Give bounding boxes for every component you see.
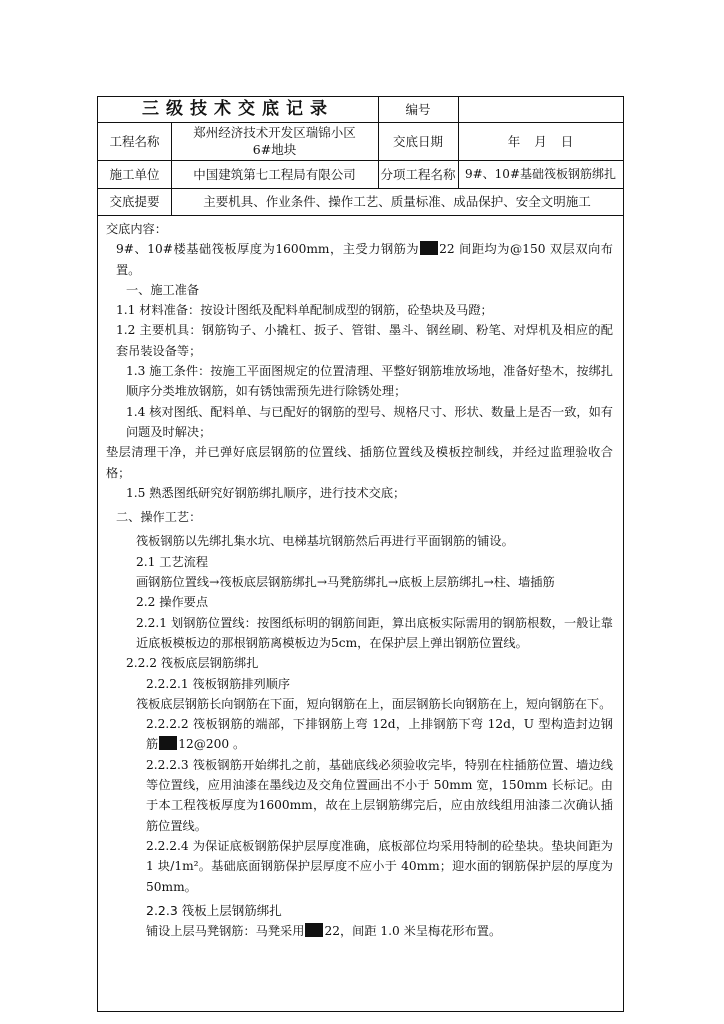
date-value: 年 月 日 <box>507 133 574 149</box>
item-2-2-2-2-spacing: 12@200 。 <box>178 737 246 752</box>
item-2-2: 2.2 操作要点 <box>136 595 209 610</box>
contractor-value: 中国建筑第七工程局有限公司 <box>193 166 356 182</box>
intro-paragraph <box>106 239 613 280</box>
sub-project-label: 分项工程名称 <box>380 166 456 182</box>
item-2-2-2-4: 2.2.2.4 为保证底板钢筋保护层厚度准确，底板部位均采用特制的砼垫块。垫块间距为 1 块/1m²。基础底面钢筋保护层厚度不应小于 40mm；迎水面的钢筋保护层的厚度为 50mm。 <box>146 838 617 894</box>
intro-text-a: 9#、10#楼基础筏板厚度为1600mm，主受力钢筋为 <box>116 242 420 257</box>
summary-row <box>98 188 623 216</box>
item-1-1: 1.1 材料准备：按设计图纸及配料单配制成型的钢筋，砼垫块及马蹬； <box>116 303 493 318</box>
item-2-1: 2.1 工艺流程 <box>136 554 209 569</box>
project-name-label: 工程名称 <box>109 133 160 149</box>
project-name-line2: 6#地块 <box>252 142 297 157</box>
item-2-2-3-text-a: 铺设上层马凳钢筋：马凳采用 <box>146 924 305 939</box>
number-label: 编号 <box>405 102 431 117</box>
item-1-4: 1.4 核对图纸、配料单、与已配好的钢筋的型号、规格尺寸、形状、数量上是否一致，如有问题及时解决； <box>126 404 613 439</box>
number-value <box>458 97 623 122</box>
content-heading: 交底内容： <box>106 222 167 236</box>
summary-value: 主要机具、作业条件、操作工艺、质量标准、成品保护、安全文明施工 <box>203 194 591 209</box>
title-row <box>98 97 623 123</box>
contractor-label: 施工单位 <box>109 166 160 182</box>
section-2-intro: 筏板钢筋以先绑扎集水坑、电梯基坑钢筋然后再进行平面钢筋的铺设。 <box>136 534 514 549</box>
redacted-rebar-symbol <box>420 241 438 255</box>
item-2-2-3: 2.2.3 筏板上层钢筋绑扎 <box>146 902 282 918</box>
item-1-4-continued: 垫层清理干净，并已弹好底层钢筋的位置线、插筋位置线及模板控制线，并经过监理验收合格； <box>106 445 613 480</box>
date-label: 交底日期 <box>392 133 443 149</box>
item-1-2: 1.2 主要机具：钢筋钩子、小撬杠、扳子、管钳、墨斗、钢丝刷、粉笔、对焊机及相应的配套吊装设备等； <box>116 323 613 358</box>
disclosure-form <box>97 96 624 1012</box>
contractor-row <box>98 160 623 189</box>
disclosure-content <box>98 215 623 1011</box>
sub-project-value: 9#、10#基础筏板钢筋绑扎 <box>464 166 616 181</box>
redacted-rebar-symbol <box>159 736 177 750</box>
item-2-2-2-3: 2.2.2.3 筏板钢筋开始绑扎之前，基础底线必须验收完毕，特别在柱插筋位置、墙边线等位置线，应用油漆在墨线边及交角位置画出不小于 50mm 宽，150mm 长标记。由于本工程筏板厚度为1600mm，故在上层钢筋绑完后，应由放线组用油漆二次确认插筋位置线。 <box>146 757 613 833</box>
form-title: 三级技术交底记录 <box>142 99 334 119</box>
item-2-2-3-text-b: 22，间距 1.0 米呈梅花形布置。 <box>324 924 502 939</box>
item-2-2-2-2-text: 2.2.2.2 筏板钢筋的端部，下排钢筋上弯 12d，上排钢筋下弯 12d，U 型构造封边钢筋 <box>146 717 613 752</box>
item-1-3: 1.3 施工条件：按施工平面图规定的位置清理、平整好钢筋堆放场地，准备好垫木，按绑扎顺序分类堆放钢筋，如有锈蚀需预先进行除锈处理； <box>126 364 613 399</box>
item-2-2-1: 2.2.1 划钢筋位置线：按图纸标明的钢筋间距，算出底板实际需用的钢筋根数，一般让靠近底板模板边的那根钢筋离模板边为5cm，在保护层上弹出钢筋位置线。 <box>136 615 613 650</box>
item-2-2-2-2 <box>106 714 613 755</box>
summary-label: 交底提要 <box>109 194 160 209</box>
item-2-2-2-1-text: 筏板底层钢筋长向钢筋在下面，短向钢筋在上，面层钢筋长向钢筋在上，短向钢筋在下。 <box>136 696 612 711</box>
project-name-line1: 郑州经济技术开发区瑞锦小区 <box>193 125 356 140</box>
process-flow: 画钢筋位置线→筏板底层钢筋绑扎→马凳筋绑扎→底板上层筋绑扎→柱、墙插筋 <box>136 575 555 590</box>
project-name-value <box>171 122 378 160</box>
project-row <box>98 122 623 161</box>
redacted-rebar-symbol <box>305 923 323 937</box>
item-1-5: 1.5 熟悉图纸研究好钢筋绑扎顺序，进行技术交底； <box>126 485 406 500</box>
item-2-2-2: 2.2.2 筏板底层钢筋绑扎 <box>126 656 259 671</box>
item-2-2-2-1: 2.2.2.1 筏板钢筋排列顺序 <box>146 676 291 691</box>
section-1-title: 一、施工准备 <box>126 282 200 297</box>
section-2-title: 二、操作工艺： <box>116 510 202 525</box>
item-2-2-3-text <box>106 921 613 941</box>
intro-text-b: 22 间距均为@150 双层双向布置。 <box>116 242 613 277</box>
